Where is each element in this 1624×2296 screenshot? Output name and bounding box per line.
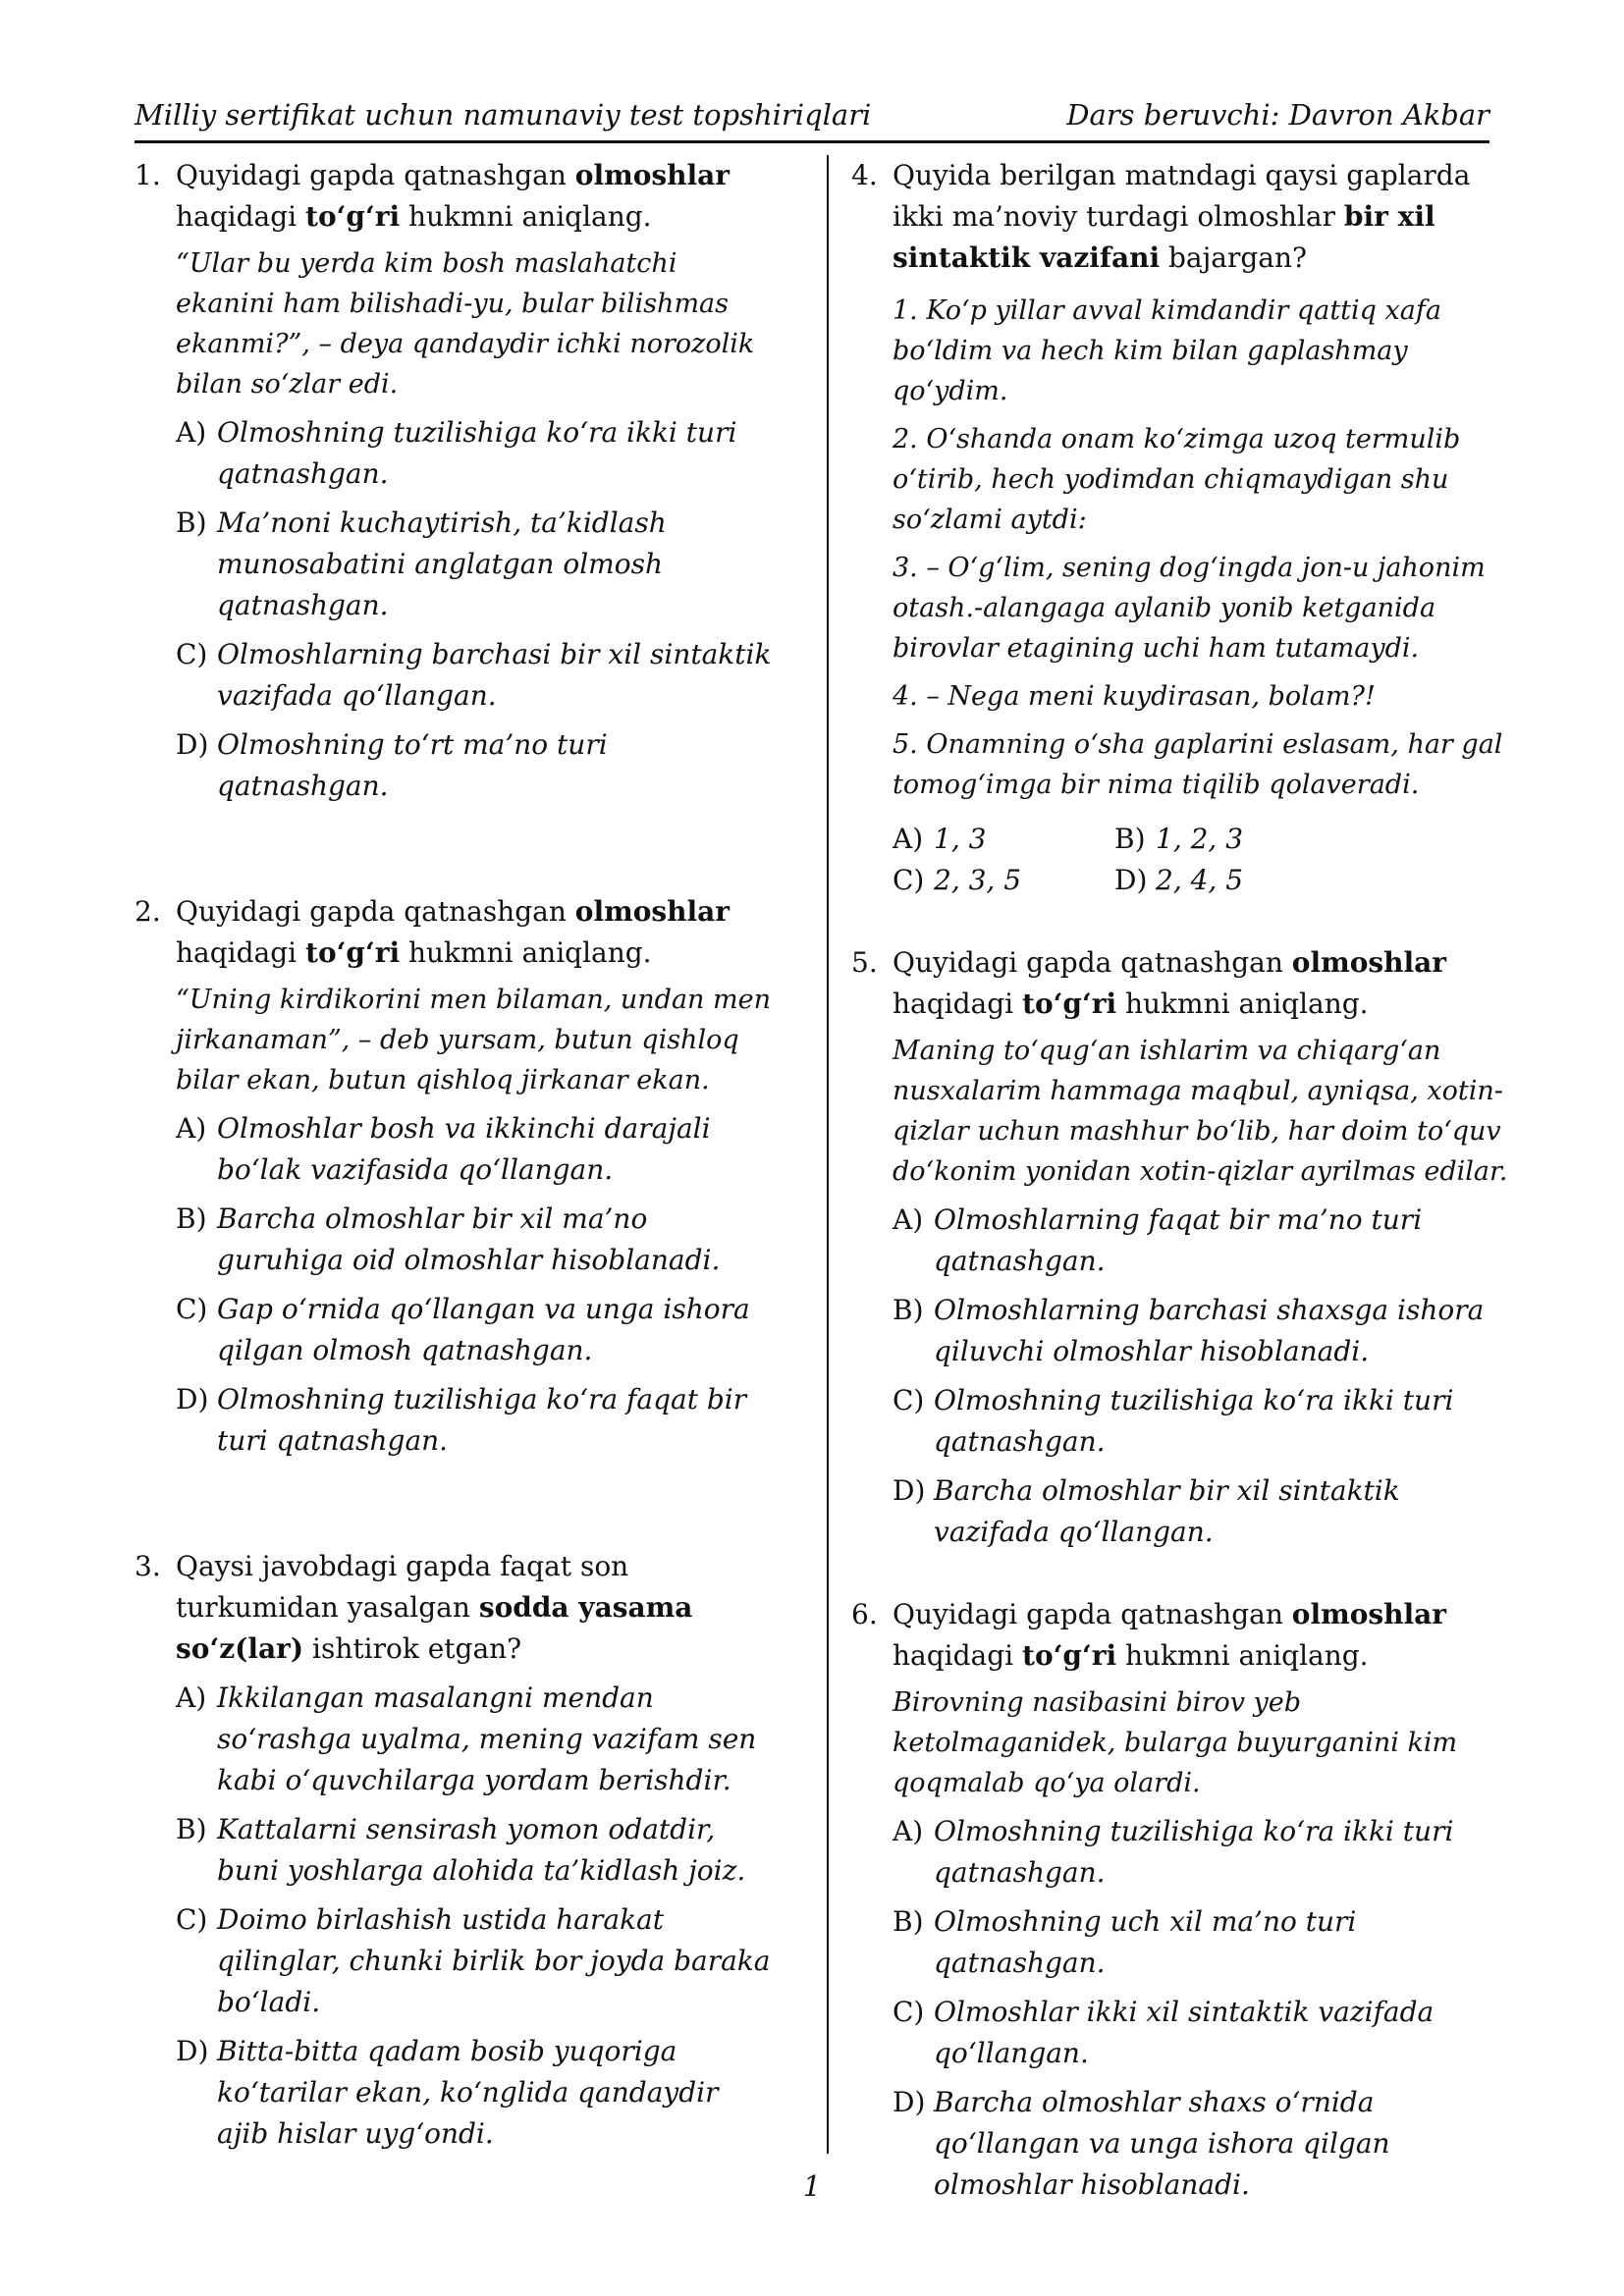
stem-text: bajargan? bbox=[1160, 241, 1308, 274]
option-letter: A) bbox=[176, 1112, 207, 1145]
stem-text: haqidagi bbox=[893, 1639, 1023, 1672]
option-text: 1, 2, 3 bbox=[1156, 823, 1244, 855]
question-5 bbox=[851, 942, 1519, 1553]
option-letter: B) bbox=[1114, 823, 1146, 855]
option-a[interactable] bbox=[176, 1108, 778, 1191]
options-list bbox=[176, 1678, 778, 2155]
options-grid bbox=[893, 819, 1519, 901]
option-text: Olmoshning tuzilishiga ko‘ra faqat bir turi qatnashgan. bbox=[217, 1383, 747, 1457]
stem-bold: to‘g‘ri bbox=[1022, 1639, 1117, 1672]
stem-bold: sodda yasama so‘z(lar) bbox=[176, 1591, 693, 1665]
option-letter: B) bbox=[893, 1905, 924, 1938]
stem-text: Quyidagi gapda qatnashgan bbox=[893, 946, 1292, 979]
option-a[interactable] bbox=[176, 1678, 778, 1801]
stem-text: hukmni aniqlang. bbox=[400, 200, 652, 233]
stem-text: haqidagi bbox=[893, 988, 1023, 1020]
options-list bbox=[893, 1200, 1519, 1553]
stem-text: hukmni aniqlang. bbox=[400, 936, 652, 969]
stem-bold: to‘g‘ri bbox=[1022, 988, 1117, 1020]
column-divider bbox=[827, 155, 829, 2154]
option-text: Barcha olmoshlar bir xil sintaktik vazifada qo‘llangan. bbox=[934, 1474, 1400, 1548]
option-letter: A) bbox=[893, 823, 924, 855]
option-text: Olmoshlar bosh va ikkinchi darajali bo‘lak vazifasida qo‘llangan. bbox=[217, 1112, 711, 1186]
option-d[interactable] bbox=[1114, 860, 1360, 901]
option-letter: D) bbox=[176, 2035, 209, 2067]
stem-bold: olmoshlar bbox=[1291, 1598, 1447, 1630]
option-d[interactable] bbox=[176, 724, 778, 807]
option-letter: A) bbox=[893, 1815, 924, 1847]
option-c[interactable] bbox=[893, 860, 1114, 901]
options-list bbox=[176, 1108, 778, 1462]
question-number: 2. bbox=[135, 895, 161, 928]
question-stem bbox=[176, 155, 778, 238]
option-text: Barcha olmoshlar shaxs o‘rnida qo‘llangan va unga ishora qilgan olmoshlar hisoblanadi. bbox=[934, 2086, 1390, 2201]
option-text: Olmoshning to‘rt ma’no turi qatnashgan. bbox=[217, 728, 608, 802]
option-text: Olmoshning uch xil ma’no turi qatnashgan. bbox=[934, 1905, 1357, 1979]
option-letter: A) bbox=[176, 416, 207, 449]
question-3 bbox=[135, 1546, 778, 2155]
option-letter: B) bbox=[176, 1813, 207, 1845]
stem-bold: olmoshlar bbox=[574, 159, 731, 191]
option-c[interactable] bbox=[176, 634, 778, 717]
option-a[interactable] bbox=[893, 1200, 1519, 1282]
stem-bold: olmoshlar bbox=[574, 895, 731, 928]
stem-bold: to‘g‘ri bbox=[305, 200, 401, 233]
option-text: 1, 3 bbox=[934, 823, 987, 855]
option-b[interactable] bbox=[176, 1199, 778, 1281]
option-letter: D) bbox=[176, 1383, 209, 1415]
option-text: Doimo birlashish ustida harakat qilinglar, chunki birlik bor joyda baraka bo‘ladi. bbox=[217, 1903, 771, 2018]
option-letter: B) bbox=[176, 1202, 207, 1235]
header-author: Dars beruvchi: Davron Akbar bbox=[1066, 98, 1489, 132]
option-b[interactable] bbox=[176, 1809, 778, 1892]
question-stem bbox=[893, 942, 1519, 1025]
option-b[interactable] bbox=[176, 503, 778, 626]
question-number: 5. bbox=[851, 946, 878, 979]
option-letter: D) bbox=[176, 728, 209, 761]
option-letter: C) bbox=[176, 1293, 208, 1325]
option-letter: A) bbox=[893, 1203, 924, 1236]
option-text: Olmoshlarning barchasi bir xil sintaktik vazifada qo‘llangan. bbox=[217, 638, 772, 712]
question-6 bbox=[851, 1594, 1519, 2206]
stem-bold: olmoshlar bbox=[1291, 946, 1447, 979]
sentence-5: 5. Onamning o‘sha gaplarini eslasam, har gal tomog‘imga bir nima tiqilib qolaveradi. bbox=[893, 729, 1503, 800]
left-column bbox=[135, 155, 778, 2163]
option-c[interactable] bbox=[176, 1289, 778, 1371]
question-quote: “Uning kirdikorini men bilaman, undan men jirkanaman”, – deb yursam, butun qishloq bilar ekan, butun qishloq jirkanar ekan. bbox=[176, 985, 771, 1095]
option-letter: D) bbox=[1114, 864, 1148, 896]
stem-text: ishtirok etgan? bbox=[303, 1632, 522, 1665]
stem-bold: to‘g‘ri bbox=[305, 936, 401, 969]
stem-text: Qaysi javobdagi gapda faqat son turkumidan yasalgan bbox=[176, 1550, 629, 1624]
option-text: 2, 3, 5 bbox=[934, 864, 1022, 896]
sentence-list bbox=[893, 291, 1519, 805]
question-stem bbox=[893, 155, 1519, 279]
option-d[interactable] bbox=[893, 1470, 1519, 1553]
question-quote: Birovning nasibasini birov yeb ketolmaganidek, bularga buyurganini kim qoqmalab qo‘ya olardi. bbox=[893, 1687, 1458, 1798]
option-c[interactable] bbox=[176, 1899, 778, 2023]
option-text: 2, 4, 5 bbox=[1156, 864, 1244, 896]
option-b[interactable] bbox=[1114, 819, 1360, 860]
option-d[interactable] bbox=[176, 2031, 778, 2155]
question-2 bbox=[135, 891, 778, 1462]
option-a[interactable] bbox=[176, 412, 778, 495]
stem-text: hukmni aniqlang. bbox=[1116, 988, 1369, 1020]
page-number: 1 bbox=[802, 2169, 822, 2203]
question-number: 4. bbox=[851, 159, 878, 191]
stem-text: hukmni aniqlang. bbox=[1116, 1639, 1369, 1672]
option-text: Olmoshlar ikki xil sintaktik vazifada qo‘llangan. bbox=[934, 1996, 1435, 2069]
option-text: Olmoshning tuzilishiga ko‘ra ikki turi qatnashgan. bbox=[217, 416, 737, 490]
question-number: 3. bbox=[135, 1550, 161, 1582]
header-rule bbox=[135, 140, 1489, 143]
option-letter: C) bbox=[893, 864, 925, 896]
option-letter: D) bbox=[893, 1474, 926, 1507]
question-1 bbox=[135, 155, 778, 807]
option-text: Ikkilangan masalangni mendan so‘rashga uyalma, mening vazifam sen kabi o‘quvchilarga yordam berishdir. bbox=[217, 1682, 757, 1796]
option-text: Barcha olmoshlar bir xil ma’no guruhiga oid olmoshlar hisoblanadi. bbox=[217, 1202, 721, 1276]
option-text: Olmoshlarning barchasi shaxsga ishora qiluvchi olmoshlar hisoblanadi. bbox=[934, 1294, 1485, 1367]
page-header bbox=[135, 98, 1489, 141]
option-text: Olmoshning tuzilishiga ko‘ra ikki turi qatnashgan. bbox=[934, 1815, 1454, 1889]
question-stem bbox=[176, 891, 778, 974]
question-quote: Maning to‘qug‘an ishlarim va chiqarg‘an nusxalarim hammaga maqbul, ayniqsa, xotin-qizlar uchun mashhur bo‘lib, har doim to‘quv do‘konim yonidan xotin-qizlar ayrilmas edilar. bbox=[893, 1036, 1508, 1187]
option-text: Olmoshning tuzilishiga ko‘ra ikki turi qatnashgan. bbox=[934, 1384, 1454, 1458]
sentence-1: 1. Ko‘p yillar avval kimdandir qattiq xafa bo‘ldim va hech kim bilan gaplashmay qo‘ydim. bbox=[893, 295, 1441, 406]
option-text: Gap o‘rnida qo‘llangan va unga ishora qilgan olmosh qatnashgan. bbox=[217, 1293, 750, 1366]
option-a[interactable] bbox=[893, 819, 1114, 860]
sentence-2: 2. O‘shanda onam ko‘zimga uzoq termulib o‘tirib, hech yodimdan chiqmaydigan shu so‘zlami aytdi: bbox=[893, 424, 1461, 535]
question-4 bbox=[851, 155, 1519, 901]
option-text: Ma’noni kuchaytirish, ta’kidlash munosabatini anglatgan olmosh qatnashgan. bbox=[217, 507, 667, 621]
option-letter: B) bbox=[176, 507, 207, 539]
option-letter: B) bbox=[893, 1294, 924, 1326]
stem-text: Quyidagi gapda qatnashgan bbox=[893, 1598, 1292, 1630]
question-number: 1. bbox=[135, 159, 161, 191]
option-text: Kattalarni sensirash yomon odatdir, buni yoshlarga alohida ta’kidlash joiz. bbox=[217, 1813, 746, 1887]
option-letter: D) bbox=[893, 2086, 926, 2118]
question-stem bbox=[893, 1594, 1519, 1677]
option-text: Bitta-bitta qadam bosib yuqoriga ko‘tarilar ekan, ko‘nglida qandaydir ajib hislar uyg‘ondi. bbox=[217, 2035, 719, 2150]
header-title: Milliy sertifikat uchun namunaviy test topshiriqlari bbox=[135, 98, 872, 132]
option-d[interactable] bbox=[176, 1379, 778, 1462]
option-letter: C) bbox=[893, 1996, 925, 2028]
stem-text: Quyida berilgan matndagi qaysi gaplarda ikki ma’noviy turdagi olmoshlar bbox=[893, 159, 1471, 233]
option-c[interactable] bbox=[893, 1992, 1519, 2074]
sentence-4: 4. – Nega meni kuydirasan, bolam?! bbox=[893, 681, 1376, 712]
question-stem bbox=[176, 1546, 778, 1670]
option-b[interactable] bbox=[893, 1901, 1519, 1984]
sentence-3: 3. – O‘g‘lim, sening dog‘ingda jon-u jahonim otash.-alangaga aylanib yonib ketganida birovlar etagining uchi ham tutamaydi. bbox=[893, 553, 1486, 664]
option-b[interactable] bbox=[893, 1290, 1519, 1372]
option-letter: A) bbox=[176, 1682, 207, 1714]
options-list bbox=[893, 1811, 1519, 2206]
stem-text: Quyidagi gapda qatnashgan bbox=[176, 159, 575, 191]
option-text: Olmoshlarning faqat bir ma’no turi qatnashgan. bbox=[934, 1203, 1423, 1277]
stem-text: Quyidagi gapda qatnashgan bbox=[176, 895, 575, 928]
stem-text: haqidagi bbox=[176, 936, 306, 969]
question-number: 6. bbox=[851, 1598, 878, 1630]
option-letter: C) bbox=[176, 1903, 208, 1936]
option-c[interactable] bbox=[893, 1380, 1519, 1463]
right-column bbox=[851, 155, 1519, 2214]
stem-text: haqidagi bbox=[176, 200, 306, 233]
option-letter: C) bbox=[893, 1384, 925, 1416]
option-letter: C) bbox=[176, 638, 208, 670]
stem-bold: bir xil sintaktik vazifani bbox=[893, 200, 1435, 274]
options-list bbox=[176, 412, 778, 807]
option-a[interactable] bbox=[893, 1811, 1519, 1894]
question-quote: “Ular bu yerda kim bosh maslahatchi ekanini ham bilishadi-yu, bular bilishmas ekanmi?”, – deya qandaydir ichki norozolik bilan so‘zlar edi. bbox=[176, 248, 755, 400]
